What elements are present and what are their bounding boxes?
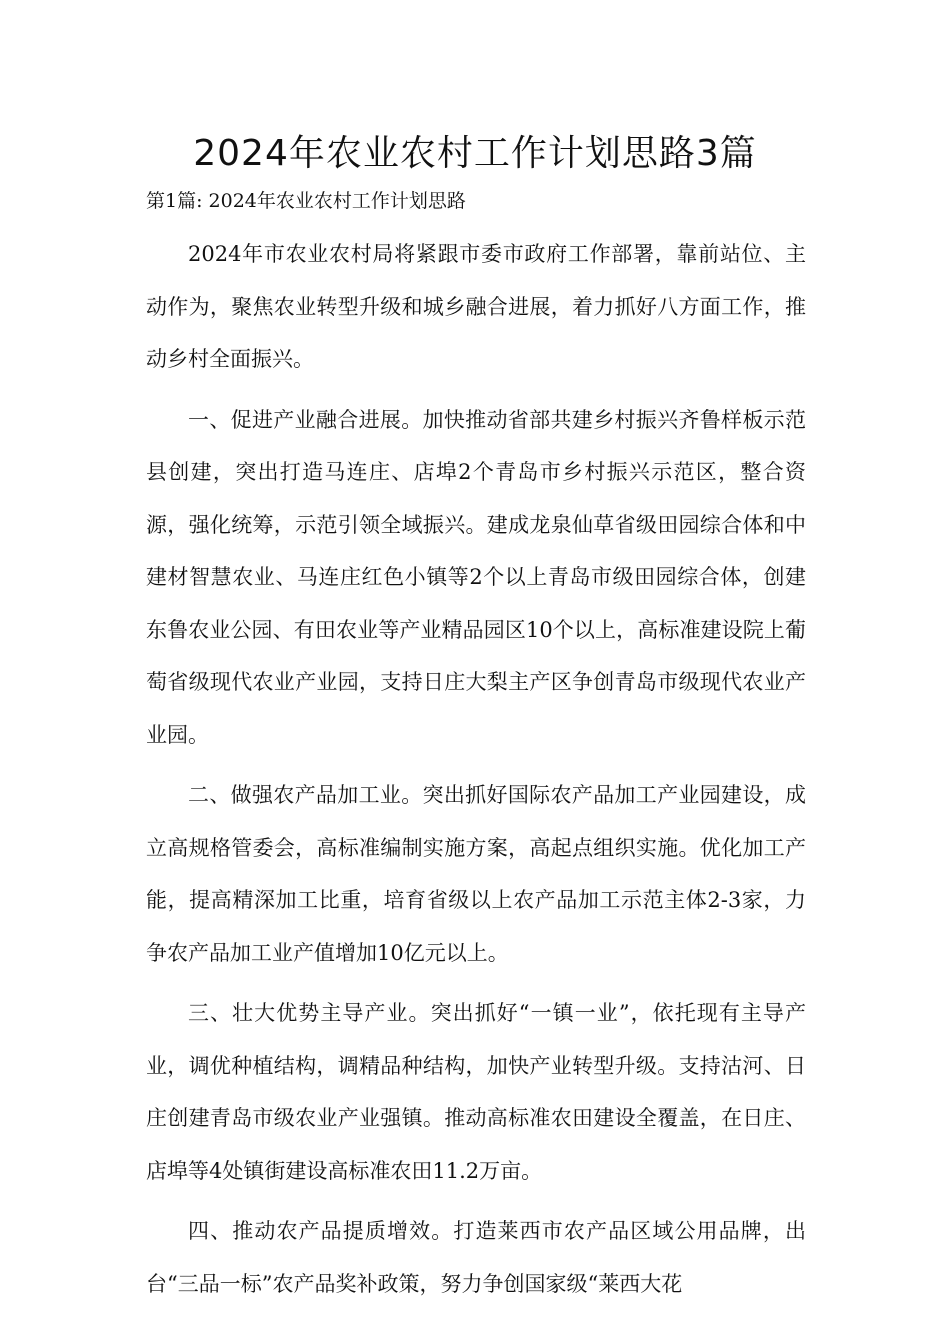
paragraph-item-1: 一、促进产业融合进展。加快推动省部共建乡村振兴齐鲁样板示范县创建，突出打造马连庄、店埠2个青岛市乡村振兴示范区，整合资源，强化统筹，示范引领全域振兴。建成龙泉仙草省级田园综合体和中建材智慧农业、马连庄红色小镇等2个以上青岛市级田园综合体，创建东鲁农业公园、有田农业等产业精品园区10个以上，高标准建设院上葡萄省级现代农业产业园，支持日庄大梨主产区争创青岛市级现代农业产业园。	[146, 407, 806, 747]
paragraph-item-2: 二、做强农产品加工业。突出抓好国际农产品加工产业园建设，成立高规格管委会，高标准编制实施方案，高起点组织实施。优化加工产能，提高精深加工比重，培育省级以上农产品加工示范主体2-3家，力争农产品加工业产值增加10亿元以上。	[146, 783, 806, 965]
paragraph-item-3: 三、壮大优势主导产业。突出抓好“一镇一业”，依托现有主导产业，调优种植结构，调精品种结构，加快产业转型升级。支持沽河、日庄创建青岛市级农业产业强镇。推动高标准农田建设全覆盖，在日庄、店埠等4处镇街建设高标准农田11.2万亩。	[146, 1001, 806, 1183]
section-heading: 第1篇: 2024年农业农村工作计划思路	[146, 190, 466, 212]
document-title: 2024年农业农村工作计划思路3篇	[193, 133, 757, 174]
document-body	[146, 228, 806, 1318]
paragraph-intro: 2024年市农业农村局将紧跟市委市政府工作部署，靠前站位、主动作为，聚焦农业转型升级和城乡融合进展，着力抓好八方面工作，推动乡村全面振兴。	[146, 242, 806, 371]
paragraph-item-4: 四、推动农产品提质增效。打造莱西市农产品区域公用品牌，出台“三品一标”农产品奖补政策，努力争创国家级“莱西大花	[146, 1219, 806, 1296]
